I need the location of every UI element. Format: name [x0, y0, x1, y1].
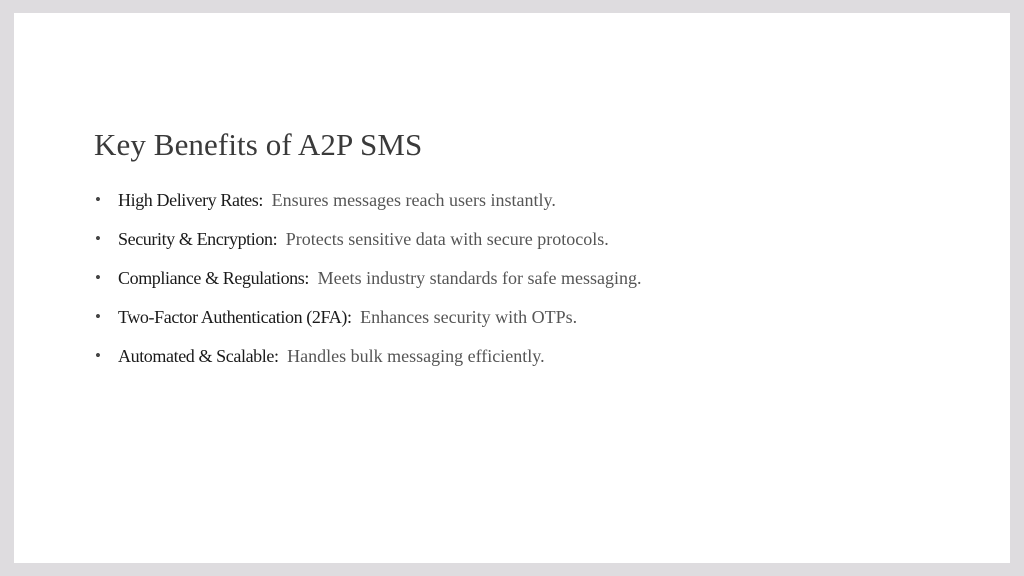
list-item [94, 226, 642, 265]
benefit-description: Meets industry standards for safe messaging. [317, 268, 642, 288]
benefit-term: Compliance & Regulations: [118, 268, 314, 288]
list-item [94, 343, 642, 382]
list-item [94, 187, 642, 226]
benefit-description: Enhances security with OTPs. [360, 307, 578, 327]
bullet-icon: • [95, 229, 101, 248]
bullet-icon: • [95, 307, 101, 326]
benefit-term: Two-Factor Authentication (2FA): [118, 307, 356, 327]
benefit-description: Handles bulk messaging efficiently. [287, 346, 545, 366]
benefit-term: High Delivery Rates: [118, 190, 268, 210]
bullet-icon: • [95, 346, 101, 365]
slide-title: Key Benefits of A2P SMS [94, 127, 423, 162]
bullet-icon: • [95, 190, 101, 209]
benefits-list [94, 187, 642, 382]
list-item [94, 265, 642, 304]
benefit-description: Ensures messages reach users instantly. [271, 190, 556, 210]
benefit-term: Automated & Scalable: [118, 346, 283, 366]
benefit-description: Protects sensitive data with secure protocols. [285, 229, 609, 249]
list-item [94, 304, 642, 343]
slide [14, 13, 1010, 563]
benefit-term: Security & Encryption: [118, 229, 282, 249]
bullet-icon: • [95, 268, 101, 287]
